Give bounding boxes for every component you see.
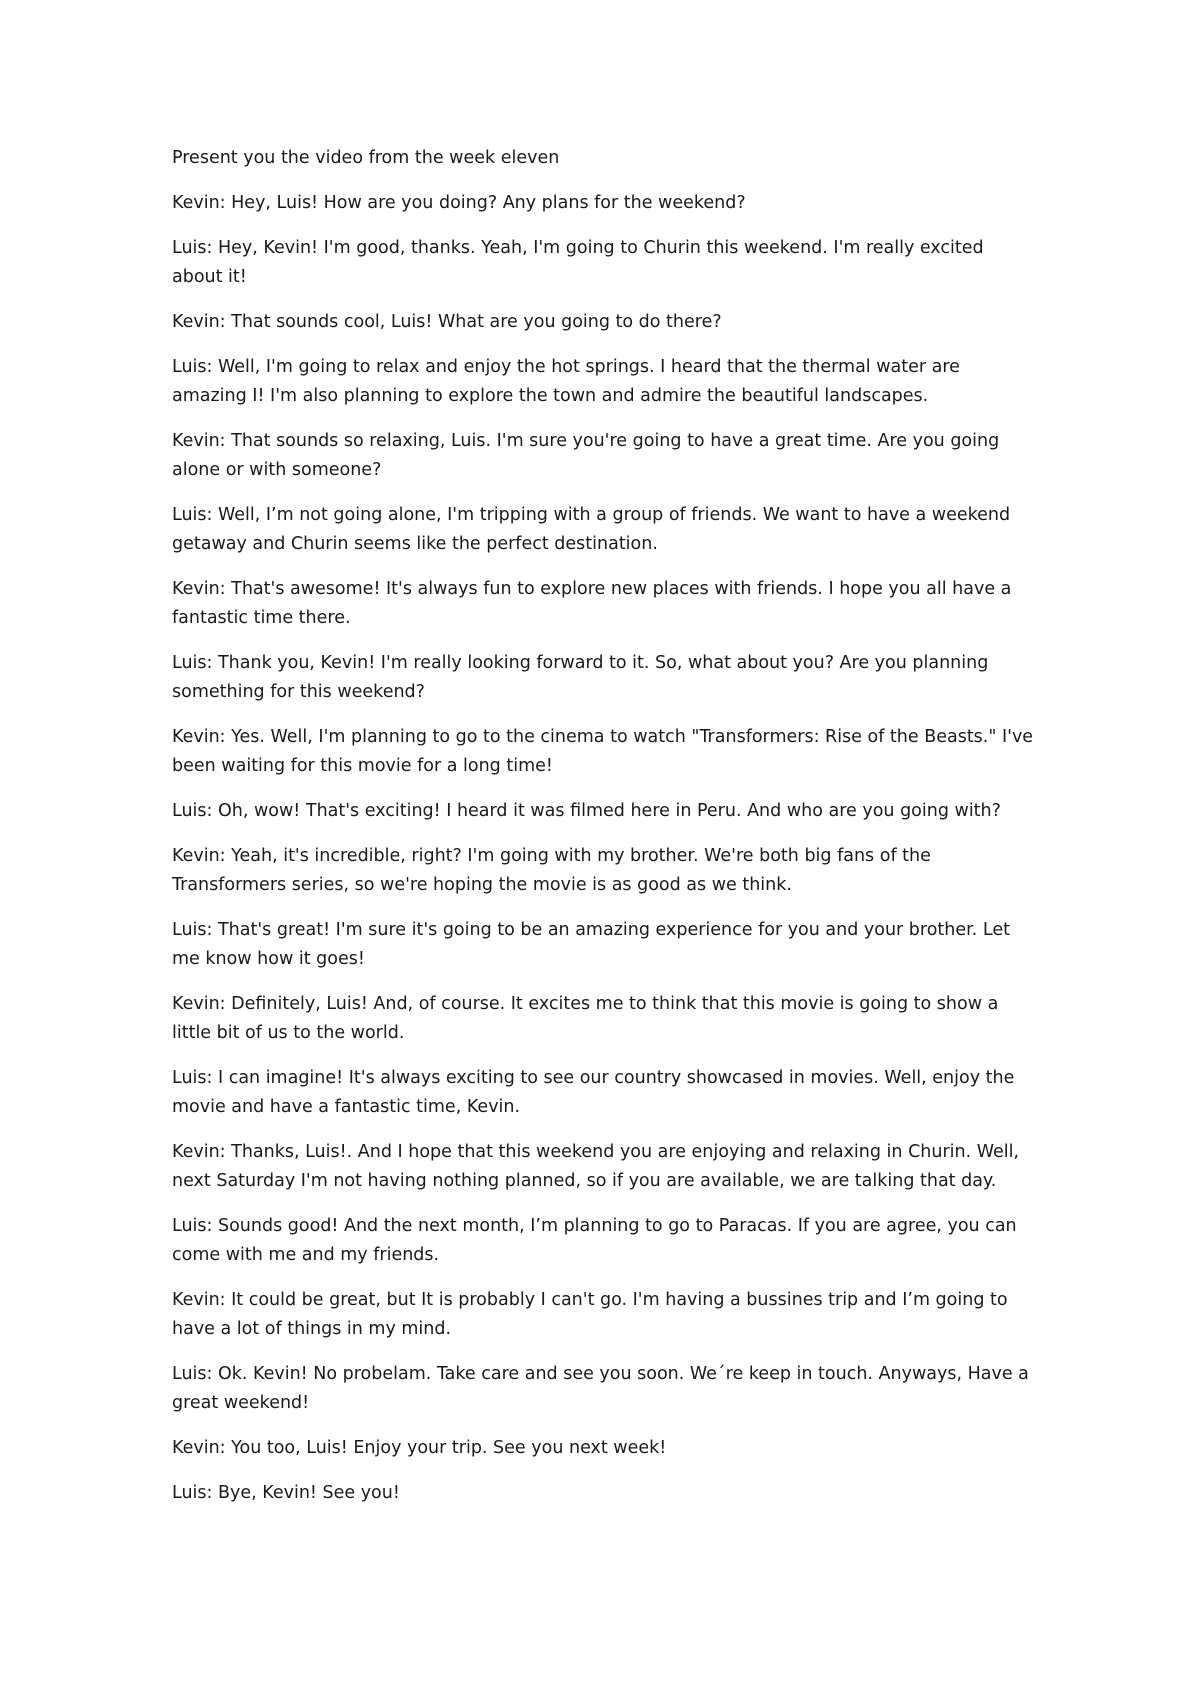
dialogue-line: Luis: Well, I'm going to relax and enjoy the hot springs. I heard that the thermal water are amazing I! I'm also planning to explore the town and admire the beautiful landscapes. (172, 357, 960, 406)
dialogue-line: Kevin: Thanks, Luis!. And I hope that this weekend you are enjoying and relaxing in Churin. Well, next Saturday I'm not having nothing planned, so if you are available, we are talking that day. (172, 1142, 1020, 1191)
dialogue-line: Kevin: Hey, Luis! How are you doing? Any plans for the weekend? (172, 193, 746, 213)
dialogue-line: Kevin: That sounds cool, Luis! What are you going to do there? (172, 312, 722, 332)
document-body (172, 144, 1038, 1524)
dialogue-line: Kevin: Yeah, it's incredible, right? I'm going with my brother. We're both big fans of the Transformers series, so we're hoping the movie is as good as we think. (172, 846, 931, 895)
dialogue-line: Kevin: Yes. Well, I'm planning to go to the cinema to watch "Transformers: Rise of the Beasts." I've been waiting for this movie for a long time! (172, 727, 1034, 776)
dialogue-line: Luis: Ok. Kevin! No probelam. Take care and see you soon. We´re keep in touch. Anyways, Have a great weekend! (172, 1364, 1029, 1413)
dialogue-line: Luis: Oh, wow! That's exciting! I heard it was filmed here in Peru. And who are you going with? (172, 801, 1001, 821)
dialogue-line: Kevin: You too, Luis! Enjoy your trip. See you next week! (172, 1438, 667, 1458)
dialogue-line: Kevin: Definitely, Luis! And, of course. It excites me to think that this movie is going to show a little bit of us to the world. (172, 994, 999, 1043)
dialogue-line: Kevin: It could be great, but It is probably I can't go. I'm having a bussines trip and I’m going to have a lot of things in my mind. (172, 1290, 1008, 1339)
dialogue-line: Luis: Sounds good! And the next month, I’m planning to go to Paracas. If you are agree, you can come with me and my friends. (172, 1216, 1017, 1265)
dialogue-line: Luis: Bye, Kevin! See you! (172, 1483, 400, 1503)
document-title: Present you the video from the week eleven (172, 148, 560, 168)
dialogue-line: Kevin: That's awesome! It's always fun to explore new places with friends. I hope you all have a fantastic time there. (172, 579, 1012, 628)
dialogue-line: Luis: I can imagine! It's always exciting to see our country showcased in movies. Well, enjoy the movie and have a fantastic time, Kevin. (172, 1068, 1015, 1117)
dialogue-line: Luis: That's great! I'm sure it's going to be an amazing experience for you and your brother. Let me know how it goes! (172, 920, 1010, 969)
dialogue-line: Luis: Thank you, Kevin! I'm really looking forward to it. So, what about you? Are you planning something for this weekend? (172, 653, 989, 702)
dialogue-line: Luis: Well, I’m not going alone, I'm tripping with a group of friends. We want to have a weekend getaway and Churin seems like the perfect destination. (172, 505, 1011, 554)
dialogue-line: Luis: Hey, Kevin! I'm good, thanks. Yeah, I'm going to Churin this weekend. I'm really excited about it! (172, 238, 984, 287)
dialogue-line: Kevin: That sounds so relaxing, Luis. I'm sure you're going to have a great time. Are you going alone or with someone? (172, 431, 1000, 480)
